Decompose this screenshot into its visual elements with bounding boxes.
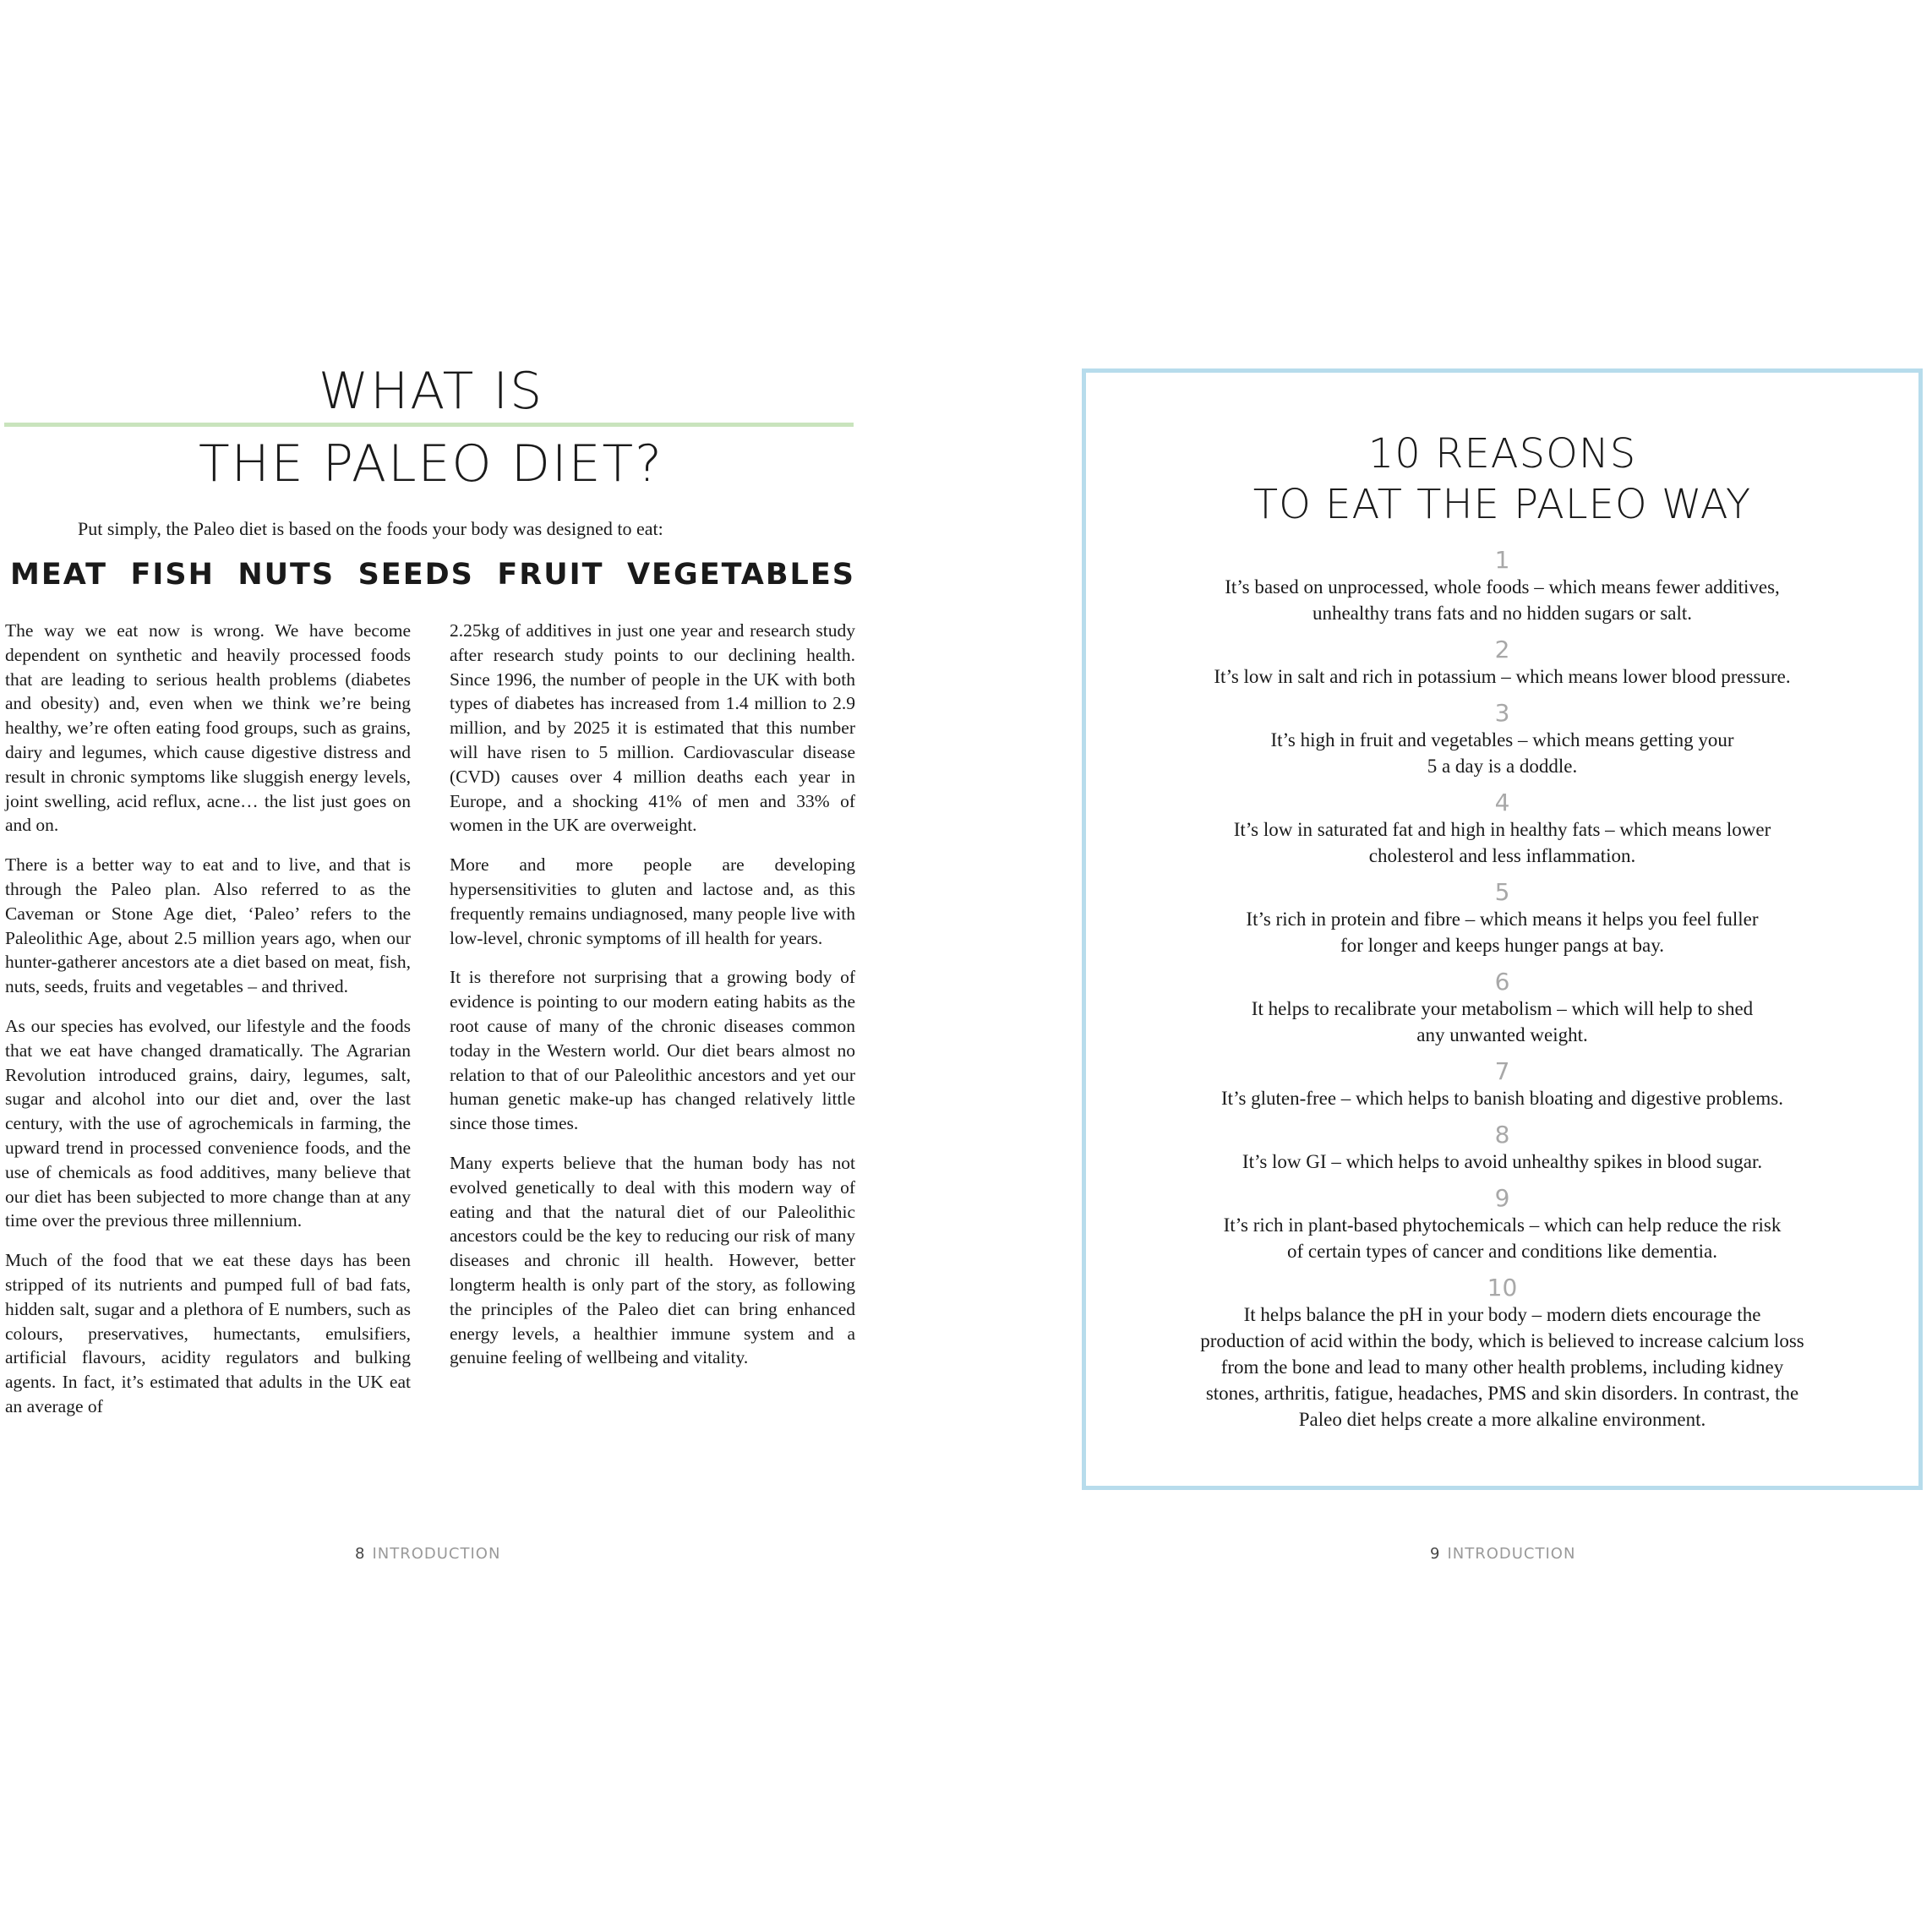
reason-number: 9 bbox=[1494, 1184, 1510, 1212]
reasons-box bbox=[1082, 368, 1923, 1490]
paragraph: There is a better way to eat and to live, and that is through the Paleo plan. Also referred to as the Caveman or Stone Age diet, ‘Paleo’ refers to the Paleolithic Age, about 2.5 million years ago, when our hunter-gatherer ancestors ate a diet based on meat, fish, nuts, seeds, fruits and vegetables – and thrived. bbox=[5, 854, 411, 997]
page-number: 9 bbox=[1430, 1545, 1441, 1563]
reason-item bbox=[1111, 1274, 1893, 1433]
reason-item bbox=[1111, 636, 1893, 690]
reason-text: It’s rich in protein and fibre – which means it helps you feel fuller for longer and keeps hunger pangs at bay. bbox=[1246, 909, 1759, 956]
reason-text: It’s based on unprocessed, whole foods – which means fewer additives, unhealthy trans fats and no hidden sugars or salt. bbox=[1225, 576, 1780, 624]
food-item: FRUIT bbox=[497, 558, 604, 592]
food-list bbox=[10, 558, 855, 592]
box-title-line-2: TO EAT THE PALEO WAY bbox=[1253, 481, 1752, 528]
paragraph: As our species has evolved, our lifestyle and the foods that we eat have changed dramatically. The Agrarian Revolution introduced grains, dairy, legumes, salt, sugar and alcohol into our diet and, over the last century, with the use of agrochemicals in farming, the upward trend in processed convenience foods, and the use of chemicals as food additives, many believe that our diet has been subjected to more change than at any time over the previous three millennium. bbox=[5, 1015, 411, 1231]
reason-text: It’s rich in plant-based phytochemicals – which can help reduce the risk of certain types of cancer and conditions like dementia. bbox=[1223, 1214, 1782, 1262]
reason-number: 2 bbox=[1494, 636, 1510, 663]
paragraph: Much of the food that we eat these days has been stripped of its nutrients and pumped full of bad fats, hidden salt, sugar and a plethora of E numbers, such as colours, preservatives, humectants, emulsifiers, artificial flavours, acidity regulators and bulking agents. In fact, it’s estimated that adults in the UK eat an average of bbox=[5, 1250, 411, 1416]
paragraph: 2.25kg of additives in just one year and research study after research study points to our declining health. Since 1996, the number of people in the UK with both types of diabetes has increased from 1.4 million to 2.9 million, and by 2025 it is estimated that this number will have risen to 5 million. Cardiovascular disease (CVD) causes over 4 million deaths each year in Europe, and a shocking 41% of men and 33% of women in the UK are overweight. bbox=[450, 620, 855, 836]
page-footer-right bbox=[1430, 1545, 1575, 1563]
reason-text: It’s gluten-free – which helps to banish bloating and digestive problems. bbox=[1221, 1088, 1783, 1109]
reason-text: It’s low in saturated fat and high in healthy fats – which means lower cholesterol and less inflammation. bbox=[1233, 819, 1771, 866]
reason-item bbox=[1111, 1122, 1893, 1175]
reason-item bbox=[1111, 547, 1893, 626]
paragraph: It is therefore not surprising that a growing body of evidence is pointing to our modern eating habits as the root cause of many of the chronic diseases common today in the Western world. Our diet bears almost no relation to that of our Paleolithic ancestors and yet our human genetic make-up has changed relatively little since those times. bbox=[450, 967, 855, 1134]
reason-number: 8 bbox=[1494, 1121, 1510, 1149]
reason-text: It’s high in fruit and vegetables – which means getting your 5 a day is a doddle. bbox=[1270, 729, 1734, 777]
page-title-line-2: THE PALEO DIET? bbox=[198, 434, 664, 494]
reason-item bbox=[1111, 969, 1893, 1048]
reason-item bbox=[1111, 789, 1893, 869]
food-item: FISH bbox=[130, 558, 215, 592]
food-item: SEEDS bbox=[357, 558, 474, 592]
body-column-2 bbox=[450, 619, 855, 1385]
left-page bbox=[0, 355, 862, 1580]
food-item: MEAT bbox=[10, 558, 107, 592]
reason-number: 7 bbox=[1494, 1057, 1510, 1085]
food-item: VEGETABLES bbox=[626, 558, 855, 592]
food-item: NUTS bbox=[237, 558, 336, 592]
reason-text: It’s low in salt and rich in potassium – which means lower blood pressure. bbox=[1214, 666, 1791, 687]
reason-number: 1 bbox=[1494, 546, 1510, 574]
reason-number: 10 bbox=[1487, 1274, 1518, 1302]
reason-number: 3 bbox=[1494, 699, 1510, 727]
page-title-line-1: WHAT IS bbox=[318, 362, 544, 421]
reason-text: It helps to recalibrate your metabolism – which will help to shed any unwanted weight. bbox=[1251, 998, 1754, 1045]
reason-item bbox=[1111, 1185, 1893, 1264]
page-number: 8 bbox=[355, 1545, 366, 1563]
section-label: INTRODUCTION bbox=[1447, 1545, 1576, 1563]
section-label: INTRODUCTION bbox=[372, 1545, 501, 1563]
reason-item bbox=[1111, 879, 1893, 958]
reason-item bbox=[1111, 700, 1893, 779]
reason-number: 5 bbox=[1494, 878, 1510, 906]
title-divider bbox=[4, 423, 854, 427]
paragraph: The way we eat now is wrong. We have become dependent on synthetic and heavily processed foods that are leading to serious health problems (diabetes and obesity) and, even when we think we’re being healthy, we’re often eating food groups, such as grains, dairy and legumes, which cause digestive distress and result in chronic symptoms like sluggish energy levels, joint swelling, acid reflux, acne… the list just goes on and on. bbox=[5, 620, 411, 836]
box-title-line-1: 10 REASONS bbox=[1367, 430, 1637, 478]
reason-number: 6 bbox=[1494, 968, 1510, 996]
reason-text: It’s low GI – which helps to avoid unhealthy spikes in blood sugar. bbox=[1242, 1151, 1763, 1172]
page-footer-left bbox=[355, 1545, 500, 1563]
body-column-1 bbox=[5, 619, 411, 1434]
reason-number: 4 bbox=[1494, 789, 1510, 816]
paragraph: More and more people are developing hypersensitivities to gluten and lactose and, as this frequently remains undiagnosed, many people live with low-level, chronic symptoms of ill health for years. bbox=[450, 854, 855, 948]
reasons-list bbox=[1111, 547, 1893, 1443]
reason-text: It helps balance the pH in your body – modern diets encourage the production of acid within the body, which is believed to increase calcium loss from the bone and lead to many other health problems, including kidney stones, arthritis, fatigue, headaches, PMS and skin disorders. In contrast, the Paleo diet helps create a more alkaline environment. bbox=[1200, 1304, 1804, 1430]
paragraph: Many experts believe that the human body has not evolved genetically to deal with this modern way of eating and that the natural diet of our Paleolithic ancestors could be the key to reducing our risk of many diseases and chronic ill health. However, better longterm health is only part of the story, as following the principles of the Paleo diet can bring enhanced energy levels, a healthier immune system and a genuine feeling of wellbeing and vitality. bbox=[450, 1152, 855, 1368]
intro-text: Put simply, the Paleo diet is based on the foods your body was designed to eat: bbox=[78, 518, 663, 539]
reason-item bbox=[1111, 1058, 1893, 1111]
